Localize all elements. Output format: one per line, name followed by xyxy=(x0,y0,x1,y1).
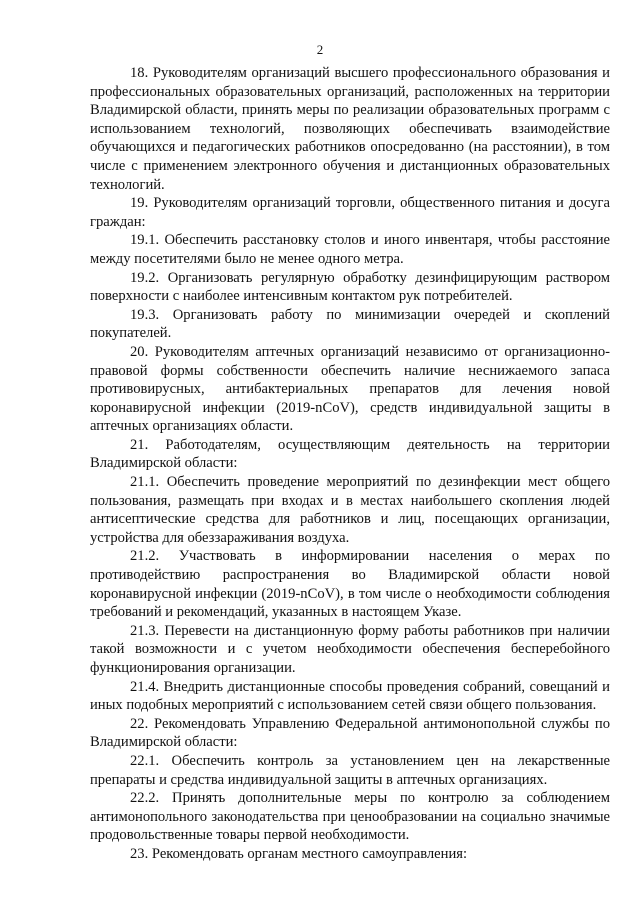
paragraph-20: 20. Руководителям аптечных организаций независимо от организационно-правовой формы собственности обеспечить наличие неснижаемого запаса противовирусных, антибактериальных препаратов для лечения новой коронавирусной инфекции (2019-nCoV), средств индивидуальной защиты в аптечных организациях области. xyxy=(90,343,610,435)
paragraph-19-1: 19.1. Обеспечить расстановку столов и иного инвентаря, чтобы расстояние между посетителями было не менее одного метра. xyxy=(90,232,610,267)
paragraph-19-3: 19.3. Организовать работу по минимизации очередей и скоплений покупателей. xyxy=(90,306,610,342)
paragraph-23: 23. Рекомендовать органам местного самоуправления: xyxy=(130,845,468,862)
paragraph-19-2: 19.2. Организовать регулярную обработку дезинфицирующим раствором поверхности с наиболее интенсивным контактом рук потребителей. xyxy=(90,269,610,305)
paragraph-22-1: 22.1. Обеспечить контроль за установлением цен на лекарственные препараты и средства индивидуальной защиты в аптечных организациях. xyxy=(90,752,610,788)
page-number: 2 xyxy=(316,42,324,57)
paragraph-18: 18. Руководителям организаций высшего профессионального образования и профессиональных образовательных организаций, расположенных на территории Владимирской области, принять меры по реализации образовательных программ с использованием технологий, позволяющих обеспечивать взаимодействие обучающихся и педагогических работников опосредованно (на расстоянии), в том числе с применением электронного обучения и дистанционных образовательных технологий. xyxy=(90,65,610,193)
paragraph-19: 19. Руководителям организаций торговли, общественного питания и досуга граждан: xyxy=(90,195,610,230)
paragraph-22-2: 22.2. Принять дополнительные меры по контролю за соблюдением антимонопольного законодательства при ценообразовании на социально значимые продовольственные товары первой необходимости. xyxy=(90,790,610,844)
paragraph-21-3: 21.3. Перевести на дистанционную форму работы работников при наличии такой возможности и с учетом необходимости обеспечения бесперебойного функционирования организации. xyxy=(90,622,610,676)
document-body xyxy=(90,64,610,864)
paragraph-21-1: 21.1. Обеспечить проведение мероприятий по дезинфекции мест общего пользования, размещать при входах и в местах наибольшего скопления людей антисептические средства для работников и лиц, посещающих организации, устройства для обеззараживания воздуха. xyxy=(90,474,610,546)
paragraph-21-2: 21.2. Участвовать в информировании населения о мерах по противодействию распространения во Владимирской области новой коронавирусной инфекции (2019-nCoV), в том числе о необходимости соблюдения требований и рекомендаций, указанных в настоящем Указе. xyxy=(90,548,610,621)
paragraph-22: 22. Рекомендовать Управлению Федеральной антимонопольной службы по Владимирской области: xyxy=(90,715,610,751)
paragraph-21: 21. Работодателям, осуществляющим деятельность на территории Владимирской области: xyxy=(90,436,610,472)
paragraph-21-4: 21.4. Внедрить дистанционные способы проведения собраний, совещаний и иных подобных мероприятий с использованием сетей связи общего пользования. xyxy=(90,678,610,714)
